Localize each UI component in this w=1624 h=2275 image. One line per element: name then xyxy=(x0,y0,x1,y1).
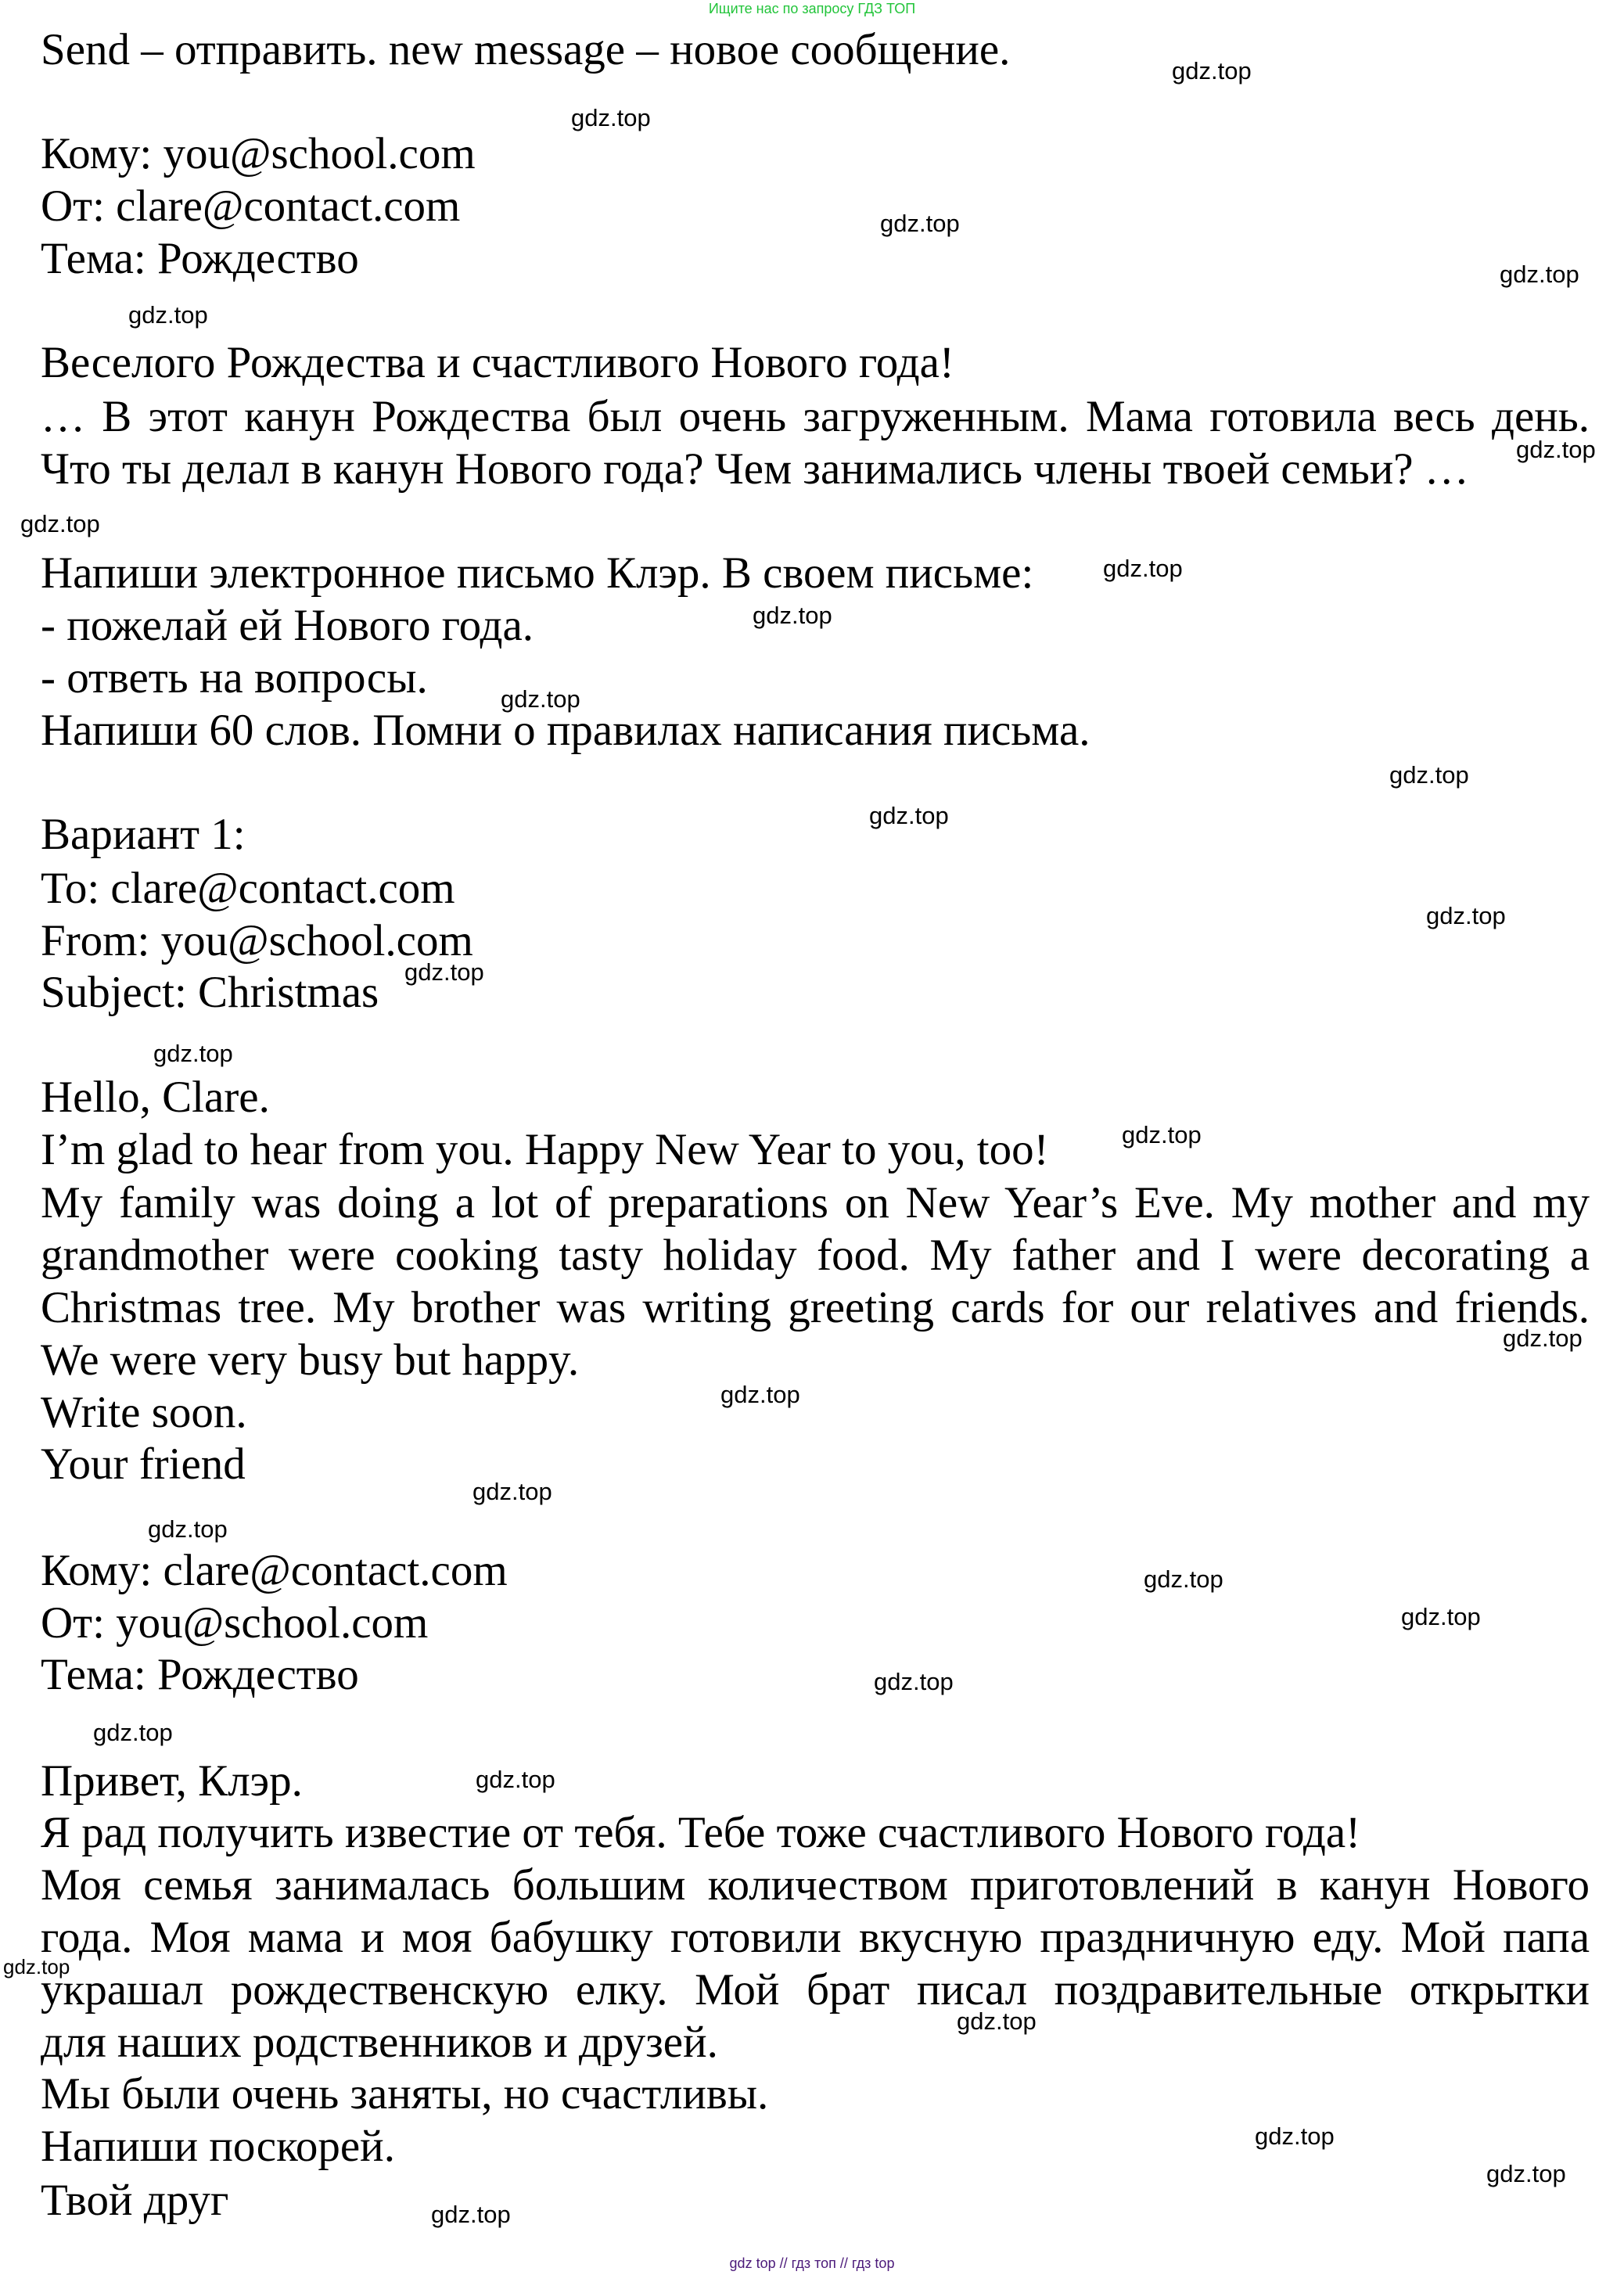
watermark: gdz.top xyxy=(874,1668,954,1695)
task-body-line: … В этот канун Рождества был очень загруженным. Мама готовила весь день. xyxy=(41,392,1590,441)
answer-ru-to: Кому: clare@contact.com xyxy=(41,1546,508,1595)
instruction-line: Напиши 60 слов. Помни о правилах написания письма. xyxy=(41,706,1090,755)
instruction-line: - ответь на вопросы. xyxy=(41,653,428,703)
answer-ru-line: года. Моя мама и моя бабушку готовили вкусную праздничную еду. Мой папа xyxy=(41,1913,1590,1962)
watermark: gdz.top xyxy=(880,210,960,237)
watermark: gdz.top xyxy=(153,1040,233,1067)
answer-en-subject: Subject: Christmas xyxy=(41,968,379,1017)
watermark: gdz.top xyxy=(869,802,949,829)
footer-links: gdz top // гдз топ // гдз top xyxy=(729,2255,895,2271)
answer-ru-line: Напиши поскорей. xyxy=(41,2122,395,2171)
task-subject: Тема: Рождество xyxy=(41,234,359,283)
answer-en-line: My family was doing a lot of preparations on New Year’s Eve. My mother and my xyxy=(41,1178,1590,1227)
answer-ru-line: Твой друг xyxy=(41,2176,229,2225)
instruction-line: Напиши электронное письмо Клэр. В своем письме: xyxy=(41,548,1034,598)
watermark: gdz.top xyxy=(1486,2160,1566,2187)
answer-en-line: I’m glad to hear from you. Happy New Year to you, too! xyxy=(41,1125,1049,1174)
answer-en-line: Your friend xyxy=(41,1439,246,1489)
answer-ru-subject: Тема: Рождество xyxy=(41,1650,359,1699)
answer-en-line: grandmother were cooking tasty holiday food. My father and I were decorating a xyxy=(41,1231,1590,1280)
watermark: gdz.top xyxy=(1389,761,1469,789)
watermark: gdz.top xyxy=(1144,1565,1223,1593)
watermark: gdz.top xyxy=(1500,261,1579,288)
watermark: gdz.top xyxy=(148,1515,228,1543)
answer-en-from: From: you@school.com xyxy=(41,916,473,965)
task-from: От: clare@contact.com xyxy=(41,181,461,231)
watermark: gdz.top xyxy=(20,510,100,537)
answer-ru-from: От: you@school.com xyxy=(41,1598,429,1648)
task-body-line: Веселого Рождества и счастливого Нового года! xyxy=(41,338,954,387)
answer-en-line: We were very busy but happy. xyxy=(41,1335,580,1385)
answer-ru-line: украшал рождественскую елку. Мой брат писал поздравительные открытки xyxy=(41,1965,1590,2014)
watermark: gdz.top xyxy=(1103,555,1183,582)
watermark: gdz.top xyxy=(501,685,580,713)
search-hint-banner: Ищите нас по запросу ГДЗ ТОП xyxy=(708,1,916,16)
watermark: gdz.top xyxy=(753,602,832,629)
answer-en-to: To: clare@contact.com xyxy=(41,864,455,913)
watermark: gdz.top xyxy=(3,1955,70,1978)
instruction-line: - пожелай ей Нового года. xyxy=(41,601,534,650)
watermark: gdz.top xyxy=(431,2201,511,2228)
variant-label: Вариант 1: xyxy=(41,810,246,859)
intro-line: Send – отправить. new message – новое сообщение. xyxy=(41,25,1011,74)
answer-ru-line: для наших родственников и друзей. xyxy=(41,2018,718,2067)
task-body-line: Что ты делал в канун Нового года? Чем занимались члены твоей семьи? … xyxy=(41,444,1469,494)
answer-en-line: Christmas tree. My brother was writing greeting cards for our relatives and friends. xyxy=(41,1283,1590,1332)
watermark: gdz.top xyxy=(476,1766,555,1793)
answer-ru-line: Моя семья занималась большим количеством приготовлений в канун Нового xyxy=(41,1860,1590,1910)
watermark: gdz.top xyxy=(404,958,484,986)
watermark: gdz.top xyxy=(1172,57,1252,84)
watermark: gdz.top xyxy=(1255,2122,1335,2150)
watermark: gdz.top xyxy=(1503,1324,1583,1352)
watermark: gdz.top xyxy=(1426,902,1506,929)
watermark: gdz.top xyxy=(957,2007,1037,2035)
watermark: gdz.top xyxy=(1516,436,1596,463)
answer-en-line: Write soon. xyxy=(41,1388,247,1437)
watermark: gdz.top xyxy=(93,1719,173,1746)
watermark: gdz.top xyxy=(128,301,208,329)
task-to: Кому: you@school.com xyxy=(41,129,476,178)
answer-ru-line: Привет, Клэр. xyxy=(41,1756,303,1806)
watermark: gdz.top xyxy=(1401,1603,1481,1630)
watermark: gdz.top xyxy=(472,1478,552,1505)
answer-en-line: Hello, Clare. xyxy=(41,1073,270,1122)
watermark: gdz.top xyxy=(571,104,651,131)
watermark: gdz.top xyxy=(720,1381,800,1408)
watermark: gdz.top xyxy=(1122,1121,1202,1148)
answer-ru-line: Мы были очень заняты, но счастливы. xyxy=(41,2069,769,2119)
answer-ru-line: Я рад получить известие от тебя. Тебе тоже счастливого Нового года! xyxy=(41,1808,1361,1857)
